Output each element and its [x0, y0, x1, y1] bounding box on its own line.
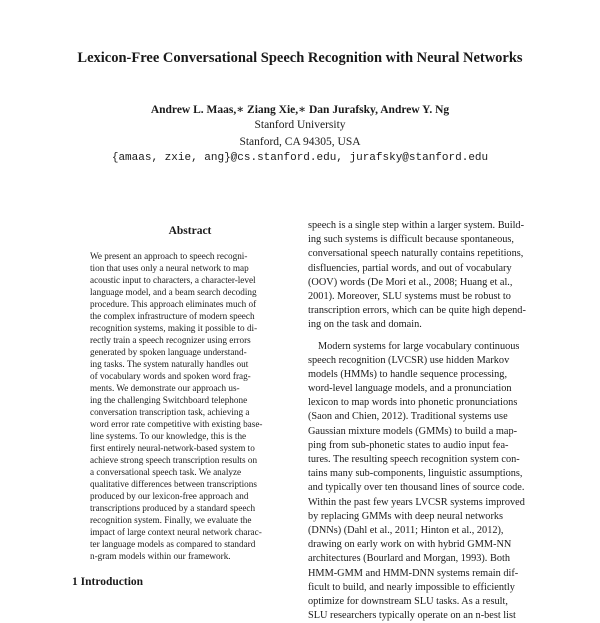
text-line: lexicon to map words into phonetic pronunciations: [308, 396, 530, 410]
abstract-line: a conversational speech task. We analyze: [90, 466, 288, 478]
abstract-line: produced by our lexicon-free approach and: [90, 490, 288, 502]
abstract-line: procedure. This approach eliminates much of: [90, 298, 288, 310]
text-line: tures. The resulting speech recognition system con-: [308, 453, 530, 467]
text-line: Within the past few years LVCSR systems improved: [308, 496, 530, 510]
abstract-line: rectly train a speech recognizer using errors: [90, 334, 288, 346]
paragraph-lvcsr: [308, 340, 530, 623]
abstract-line: language model, and a beam search decoding: [90, 286, 288, 298]
section-heading-introduction: 1 Introduction: [72, 576, 143, 588]
text-line: (DNNs) (Dahl et al., 2011; Hinton et al., 2012),: [308, 524, 530, 538]
abstract-heading: Abstract: [90, 225, 290, 237]
abstract-line: word error rate competitive with existing base-: [90, 418, 288, 430]
text-line: speech recognition (LVCSR) use hidden Markov: [308, 354, 530, 368]
text-line: Modern systems for large vocabulary continuous: [308, 340, 530, 354]
abstract-line: ing tasks. The system naturally handles out: [90, 358, 288, 370]
text-line: architectures (Bourlard and Morgan, 1993). Both: [308, 552, 530, 566]
text-line: ficult to build, and nearly impossible to efficiently: [308, 581, 530, 595]
text-line: SLU researchers typically operate on an n-best list: [308, 609, 530, 623]
abstract-line: achieve strong speech transcription results on: [90, 454, 288, 466]
text-line: and typically over ten thousand lines of source code.: [308, 481, 530, 495]
paragraph-continuation: [308, 219, 530, 333]
abstract-line: impact of large context neural network charac-: [90, 526, 288, 538]
abstract-line: recognition systems, making it possible to di-: [90, 322, 288, 334]
text-line: ing on the task and domain.: [308, 318, 530, 332]
text-line: word-level language models, and a pronunciation: [308, 382, 530, 396]
text-line: ing such systems is difficult because spontaneous,: [308, 233, 530, 247]
affiliation: Stanford University: [0, 119, 600, 131]
abstract-line: recognition system. Finally, we evaluate the: [90, 514, 288, 526]
abstract-line: line systems. To our knowledge, this is the: [90, 430, 288, 442]
abstract-line: tion that uses only a neural network to map: [90, 262, 288, 274]
abstract-line: acoustic input to characters, a character-level: [90, 274, 288, 286]
abstract-line: ments. We demonstrate our approach us-: [90, 382, 288, 394]
text-line: disfluencies, partial words, and out of vocabulary: [308, 262, 530, 276]
abstract-body: [90, 250, 288, 562]
text-line: Gaussian mixture models (GMMs) to build a map-: [308, 425, 530, 439]
abstract-line: conversation transcription task, achieving a: [90, 406, 288, 418]
right-column: [308, 219, 530, 623]
abstract-line: the complex infrastructure of modern speech: [90, 310, 288, 322]
text-line: by replacing GMMs with deep neural networks: [308, 510, 530, 524]
abstract-line: ter language models as compared to standard: [90, 538, 288, 550]
author-list: Andrew L. Maas,∗ Ziang Xie,∗ Dan Jurafsky, Andrew Y. Ng: [0, 102, 600, 116]
abstract-line: We present an approach to speech recogni-: [90, 250, 288, 262]
abstract-line: ing the challenging Switchboard telephone: [90, 394, 288, 406]
text-line: (Saon and Chien, 2012). Traditional systems use: [308, 410, 530, 424]
text-line: models (HMMs) to handle sequence processing,: [308, 368, 530, 382]
abstract-line: qualitative differences between transcriptions: [90, 478, 288, 490]
abstract-line: generated by spoken language understand-: [90, 346, 288, 358]
text-line: HMM-GMM and HMM-DNN systems remain dif-: [308, 567, 530, 581]
abstract-line: n-gram models within our framework.: [90, 550, 288, 562]
paper-title: Lexicon-Free Conversational Speech Recognition with Neural Networks: [0, 50, 600, 67]
abstract-line: transcriptions produced by a standard speech: [90, 502, 288, 514]
text-line: ping from sub-phonetic states to audio input fea-: [308, 439, 530, 453]
text-line: optimize for downstream SLU tasks. As a result,: [308, 595, 530, 609]
text-line: (OOV) words (De Mori et al., 2008; Huang et al.,: [308, 276, 530, 290]
abstract-line: of vocabulary words and spoken word frag-: [90, 370, 288, 382]
text-line: tains many sub-components, linguistic assumptions,: [308, 467, 530, 481]
text-line: transcription errors, which can be quite high depend-: [308, 304, 530, 318]
address: Stanford, CA 94305, USA: [0, 136, 600, 148]
text-line: speech is a single step within a larger system. Build-: [308, 219, 530, 233]
text-line: drawing on early work on with hybrid GMM-NN: [308, 538, 530, 552]
text-line: conversational speech naturally contains repetitions,: [308, 247, 530, 261]
text-line: 2001). Moreover, SLU systems must be robust to: [308, 290, 530, 304]
abstract-line: first entirely neural-network-based system to: [90, 442, 288, 454]
author-emails: {amaas, zxie, ang}@cs.stanford.edu, jurafsky@stanford.edu: [0, 152, 600, 164]
